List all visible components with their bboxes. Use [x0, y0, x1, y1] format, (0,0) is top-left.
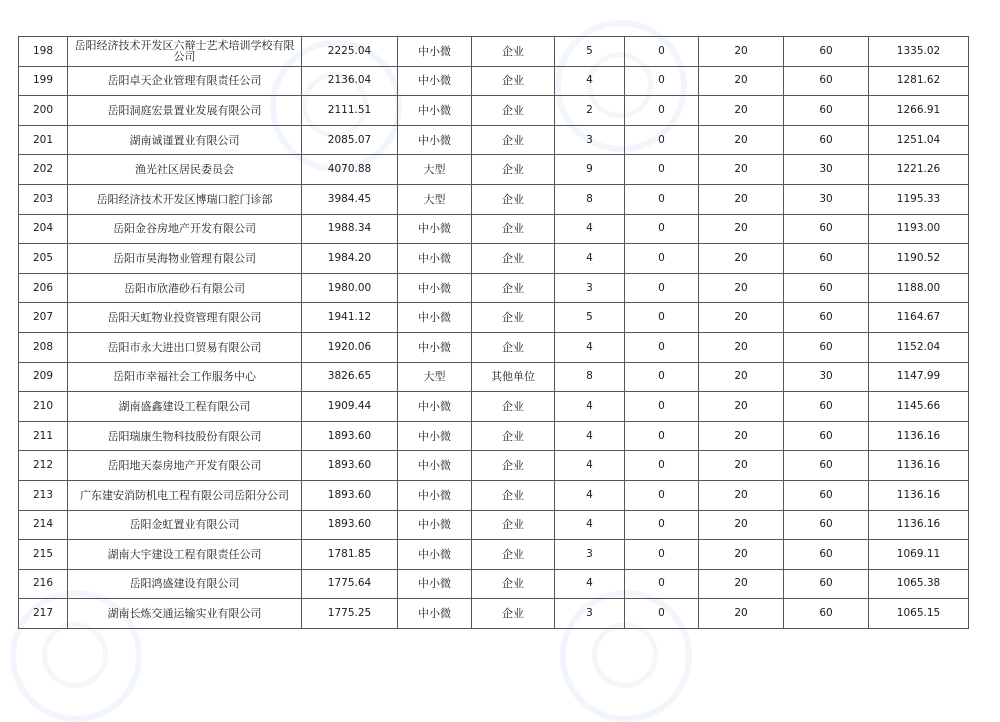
cell-unit-name: 岳阳金虹置业有限公司: [68, 510, 302, 540]
cell-total: 1069.11: [869, 540, 969, 570]
cell-value-a: 0: [625, 540, 699, 570]
cell-value-b: 20: [699, 569, 784, 599]
cell-value-a: 0: [625, 214, 699, 244]
cell-value-b: 20: [699, 510, 784, 540]
cell-value-b: 20: [699, 540, 784, 570]
cell-rate: 60: [784, 480, 869, 510]
cell-value-a: 0: [625, 66, 699, 96]
cell-count: 4: [555, 569, 625, 599]
cell-unit-name: 岳阳金谷房地产开发有限公司: [68, 214, 302, 244]
cell-value-a: 0: [625, 599, 699, 629]
table-row: [19, 362, 969, 392]
table-row: [19, 421, 969, 451]
cell-amount: 2136.04: [302, 66, 398, 96]
cell-unit-name: 湖南长炼交通运输实业有限公司: [68, 599, 302, 629]
table-row: [19, 214, 969, 244]
cell-count: 9: [555, 155, 625, 185]
cell-unit-name: 岳阳卓天企业管理有限责任公司: [68, 66, 302, 96]
cell-row-index: 206: [19, 273, 68, 303]
cell-count: 4: [555, 451, 625, 481]
table-row: [19, 332, 969, 362]
cell-value-b: 20: [699, 362, 784, 392]
cell-count: 3: [555, 540, 625, 570]
cell-unit-name: 广东建安消防机电工程有限公司岳阳分公司: [68, 480, 302, 510]
cell-scale: 中小微: [398, 214, 472, 244]
cell-amount: 1893.60: [302, 451, 398, 481]
cell-scale: 中小微: [398, 37, 472, 67]
cell-unit-type: 企业: [472, 540, 555, 570]
cell-unit-type: 企业: [472, 214, 555, 244]
cell-total: 1193.00: [869, 214, 969, 244]
cell-row-index: 213: [19, 480, 68, 510]
table-row: [19, 184, 969, 214]
cell-total: 1266.91: [869, 96, 969, 126]
cell-unit-name: 湖南诚谨置业有限公司: [68, 125, 302, 155]
cell-total: 1136.16: [869, 480, 969, 510]
cell-total: 1147.99: [869, 362, 969, 392]
cell-row-index: 204: [19, 214, 68, 244]
cell-row-index: 198: [19, 37, 68, 67]
cell-unit-name: 渔光社区居民委员会: [68, 155, 302, 185]
table-row: [19, 66, 969, 96]
cell-value-b: 20: [699, 155, 784, 185]
cell-value-b: 20: [699, 96, 784, 126]
cell-unit-name: 岳阳洞庭宏景置业发展有限公司: [68, 96, 302, 126]
cell-unit-type: 企业: [472, 510, 555, 540]
cell-row-index: 208: [19, 332, 68, 362]
cell-value-a: 0: [625, 96, 699, 126]
cell-amount: 1984.20: [302, 244, 398, 274]
cell-unit-name: 湖南大宇建设工程有限责任公司: [68, 540, 302, 570]
cell-amount: 1988.34: [302, 214, 398, 244]
cell-rate: 60: [784, 569, 869, 599]
cell-scale: 中小微: [398, 599, 472, 629]
cell-count: 4: [555, 421, 625, 451]
cell-count: 4: [555, 214, 625, 244]
table-row: [19, 155, 969, 185]
cell-amount: 1941.12: [302, 303, 398, 333]
cell-value-b: 20: [699, 66, 784, 96]
cell-value-a: 0: [625, 451, 699, 481]
cell-unit-type: 企业: [472, 303, 555, 333]
cell-row-index: 209: [19, 362, 68, 392]
cell-count: 4: [555, 392, 625, 422]
cell-count: 4: [555, 332, 625, 362]
cell-value-a: 0: [625, 362, 699, 392]
cell-rate: 60: [784, 37, 869, 67]
table-row: [19, 96, 969, 126]
cell-unit-name: 岳阳经济技术开发区六辩士艺术培训学校有限公司: [68, 37, 302, 67]
cell-amount: 1980.00: [302, 273, 398, 303]
cell-total: 1190.52: [869, 244, 969, 274]
cell-unit-type: 企业: [472, 155, 555, 185]
table-row: [19, 37, 969, 67]
cell-unit-type: 企业: [472, 244, 555, 274]
cell-value-a: 0: [625, 480, 699, 510]
cell-amount: 2085.07: [302, 125, 398, 155]
cell-unit-type: 企业: [472, 451, 555, 481]
cell-value-b: 20: [699, 303, 784, 333]
cell-count: 3: [555, 599, 625, 629]
cell-unit-name: 岳阳鸿盛建设有限公司: [68, 569, 302, 599]
cell-unit-name: 岳阳瑞康生物科技股份有限公司: [68, 421, 302, 451]
cell-rate: 60: [784, 303, 869, 333]
cell-value-a: 0: [625, 244, 699, 274]
cell-unit-type: 企业: [472, 273, 555, 303]
cell-count: 3: [555, 125, 625, 155]
cell-scale: 中小微: [398, 540, 472, 570]
cell-unit-name: 岳阳地天泰房地产开发有限公司: [68, 451, 302, 481]
table-row: [19, 125, 969, 155]
cell-rate: 30: [784, 362, 869, 392]
cell-scale: 大型: [398, 155, 472, 185]
cell-rate: 60: [784, 96, 869, 126]
cell-value-a: 0: [625, 510, 699, 540]
cell-total: 1281.62: [869, 66, 969, 96]
cell-value-a: 0: [625, 392, 699, 422]
cell-unit-type: 企业: [472, 125, 555, 155]
cell-value-a: 0: [625, 125, 699, 155]
cell-unit-type: 企业: [472, 332, 555, 362]
cell-value-a: 0: [625, 569, 699, 599]
cell-row-index: 211: [19, 421, 68, 451]
cell-amount: 3826.65: [302, 362, 398, 392]
cell-unit-name: 岳阳天虹物业投资管理有限公司: [68, 303, 302, 333]
cell-unit-name: 岳阳市幸福社会工作服务中心: [68, 362, 302, 392]
cell-scale: 大型: [398, 184, 472, 214]
cell-amount: 1775.64: [302, 569, 398, 599]
cell-amount: 1893.60: [302, 421, 398, 451]
cell-value-b: 20: [699, 244, 784, 274]
cell-total: 1188.00: [869, 273, 969, 303]
cell-scale: 中小微: [398, 480, 472, 510]
data-table: [18, 36, 969, 629]
cell-value-b: 20: [699, 480, 784, 510]
cell-total: 1136.16: [869, 421, 969, 451]
cell-scale: 中小微: [398, 303, 472, 333]
cell-amount: 1920.06: [302, 332, 398, 362]
cell-amount: 2225.04: [302, 37, 398, 67]
cell-unit-type: 企业: [472, 184, 555, 214]
cell-rate: 30: [784, 184, 869, 214]
cell-value-a: 0: [625, 421, 699, 451]
cell-scale: 中小微: [398, 569, 472, 599]
cell-count: 4: [555, 510, 625, 540]
cell-row-index: 214: [19, 510, 68, 540]
cell-unit-type: 企业: [472, 421, 555, 451]
table-row: [19, 392, 969, 422]
cell-scale: 中小微: [398, 421, 472, 451]
cell-rate: 60: [784, 125, 869, 155]
cell-value-a: 0: [625, 332, 699, 362]
cell-total: 1251.04: [869, 125, 969, 155]
cell-scale: 大型: [398, 362, 472, 392]
cell-count: 4: [555, 244, 625, 274]
cell-unit-type: 其他单位: [472, 362, 555, 392]
cell-count: 4: [555, 480, 625, 510]
cell-count: 5: [555, 37, 625, 67]
cell-amount: 1775.25: [302, 599, 398, 629]
cell-row-index: 215: [19, 540, 68, 570]
cell-rate: 60: [784, 66, 869, 96]
cell-row-index: 199: [19, 66, 68, 96]
cell-row-index: 200: [19, 96, 68, 126]
cell-row-index: 207: [19, 303, 68, 333]
cell-scale: 中小微: [398, 244, 472, 274]
cell-count: 8: [555, 184, 625, 214]
cell-rate: 60: [784, 510, 869, 540]
cell-unit-type: 企业: [472, 37, 555, 67]
cell-count: 8: [555, 362, 625, 392]
cell-row-index: 212: [19, 451, 68, 481]
cell-total: 1164.67: [869, 303, 969, 333]
cell-value-a: 0: [625, 37, 699, 67]
cell-value-b: 20: [699, 125, 784, 155]
cell-scale: 中小微: [398, 451, 472, 481]
cell-value-b: 20: [699, 451, 784, 481]
cell-rate: 60: [784, 421, 869, 451]
cell-scale: 中小微: [398, 66, 472, 96]
cell-total: 1065.38: [869, 569, 969, 599]
cell-unit-name: 岳阳市欣港砂石有限公司: [68, 273, 302, 303]
cell-scale: 中小微: [398, 510, 472, 540]
cell-row-index: 210: [19, 392, 68, 422]
cell-rate: 60: [784, 332, 869, 362]
cell-rate: 60: [784, 244, 869, 274]
table-row: [19, 540, 969, 570]
table-row: [19, 480, 969, 510]
cell-total: 1145.66: [869, 392, 969, 422]
cell-scale: 中小微: [398, 273, 472, 303]
cell-value-b: 20: [699, 184, 784, 214]
cell-value-b: 20: [699, 37, 784, 67]
cell-unit-name: 湖南盛鑫建设工程有限公司: [68, 392, 302, 422]
table-row: [19, 569, 969, 599]
cell-amount: 3984.45: [302, 184, 398, 214]
cell-amount: 2111.51: [302, 96, 398, 126]
cell-value-b: 20: [699, 214, 784, 244]
cell-rate: 60: [784, 392, 869, 422]
table-row: [19, 273, 969, 303]
cell-unit-type: 企业: [472, 392, 555, 422]
table-body: [19, 37, 969, 629]
cell-rate: 60: [784, 451, 869, 481]
cell-amount: 1781.85: [302, 540, 398, 570]
cell-unit-type: 企业: [472, 480, 555, 510]
cell-rate: 60: [784, 599, 869, 629]
cell-unit-type: 企业: [472, 599, 555, 629]
cell-count: 2: [555, 96, 625, 126]
table-row: [19, 244, 969, 274]
cell-unit-name: 岳阳经济技术开发区博瑞口腔门诊部: [68, 184, 302, 214]
table-row: [19, 599, 969, 629]
cell-row-index: 202: [19, 155, 68, 185]
cell-total: 1136.16: [869, 510, 969, 540]
cell-total: 1136.16: [869, 451, 969, 481]
cell-row-index: 216: [19, 569, 68, 599]
cell-count: 3: [555, 273, 625, 303]
cell-value-b: 20: [699, 392, 784, 422]
cell-unit-type: 企业: [472, 569, 555, 599]
cell-value-b: 20: [699, 273, 784, 303]
cell-value-a: 0: [625, 303, 699, 333]
table-row: [19, 510, 969, 540]
cell-total: 1195.33: [869, 184, 969, 214]
cell-row-index: 205: [19, 244, 68, 274]
cell-value-b: 20: [699, 421, 784, 451]
cell-total: 1221.26: [869, 155, 969, 185]
cell-row-index: 201: [19, 125, 68, 155]
cell-rate: 60: [784, 540, 869, 570]
cell-scale: 中小微: [398, 392, 472, 422]
cell-rate: 60: [784, 214, 869, 244]
table-row: [19, 303, 969, 333]
cell-unit-type: 企业: [472, 66, 555, 96]
cell-amount: 1909.44: [302, 392, 398, 422]
cell-unit-type: 企业: [472, 96, 555, 126]
cell-unit-name: 岳阳市永大进出口贸易有限公司: [68, 332, 302, 362]
cell-rate: 60: [784, 273, 869, 303]
cell-value-a: 0: [625, 155, 699, 185]
cell-total: 1065.15: [869, 599, 969, 629]
cell-scale: 中小微: [398, 96, 472, 126]
cell-value-b: 20: [699, 599, 784, 629]
cell-count: 4: [555, 66, 625, 96]
cell-rate: 30: [784, 155, 869, 185]
cell-unit-name: 岳阳市昊海物业管理有限公司: [68, 244, 302, 274]
cell-scale: 中小微: [398, 332, 472, 362]
cell-count: 5: [555, 303, 625, 333]
cell-total: 1152.04: [869, 332, 969, 362]
cell-value-a: 0: [625, 273, 699, 303]
cell-amount: 1893.60: [302, 480, 398, 510]
cell-value-a: 0: [625, 184, 699, 214]
cell-value-b: 20: [699, 332, 784, 362]
cell-amount: 4070.88: [302, 155, 398, 185]
cell-total: 1335.02: [869, 37, 969, 67]
cell-scale: 中小微: [398, 125, 472, 155]
cell-row-index: 203: [19, 184, 68, 214]
cell-row-index: 217: [19, 599, 68, 629]
table-row: [19, 451, 969, 481]
cell-amount: 1893.60: [302, 510, 398, 540]
